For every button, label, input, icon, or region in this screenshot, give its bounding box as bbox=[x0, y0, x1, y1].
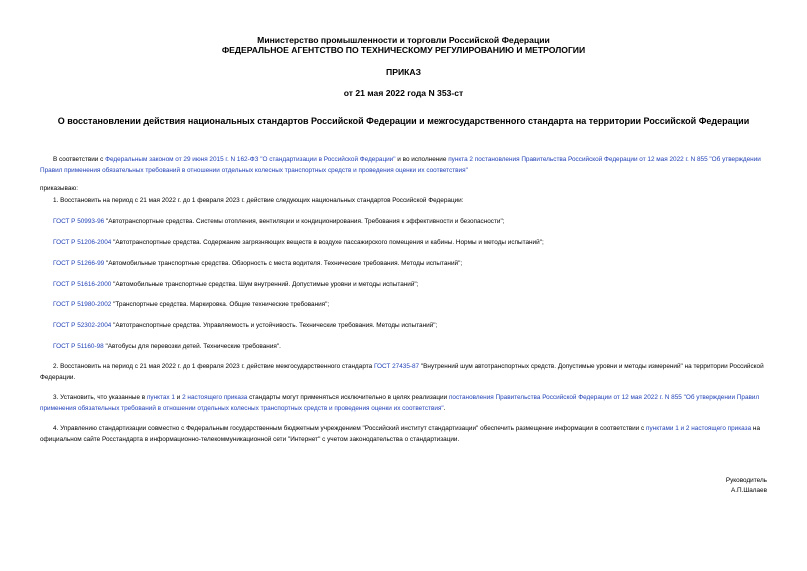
item-3-text: . bbox=[443, 404, 446, 412]
items-1-2-link[interactable]: пунктами 1 и 2 настоящего приказа bbox=[646, 425, 752, 432]
preamble-text: В соответствии с bbox=[53, 156, 106, 163]
standard-item bbox=[40, 238, 770, 249]
item-3-text: стандарты могут применяться исключительно в целях реализации bbox=[247, 394, 449, 401]
standard-title: "Автотранспортные средства. Управляемость и устойчивость. Технические требования. Методы испытаний"; bbox=[111, 322, 438, 329]
standard-title: "Автомобильные транспортные средства. Обзорность с места водителя. Технические требования. Методы испытаний"; bbox=[104, 260, 463, 267]
preamble bbox=[40, 155, 770, 176]
standard-item bbox=[40, 342, 770, 353]
item-3-text: и bbox=[174, 394, 183, 401]
ministry-heading: Министерство промышленности и торговли Российской Федерации bbox=[257, 35, 550, 45]
document-type: ПРИКАЗ bbox=[386, 67, 421, 77]
item-4-text: на официальном сайте Росстандарта в информационно-телекоммуникационной сети "Интернет" с учетом законодательства о стандартизации. bbox=[40, 425, 760, 443]
standard-link[interactable]: ГОСТ Р 50993-96 bbox=[53, 218, 105, 225]
item-2-link[interactable]: 2 настоящего приказа bbox=[182, 394, 248, 401]
standard-title: "Автотранспортные средства. Содержание загрязняющих веществ в воздухе пассажирского помещения и кабины. Нормы и методы испытаний"; bbox=[111, 239, 544, 246]
standard-link[interactable]: ГОСТ Р 51160-98 bbox=[53, 343, 104, 350]
standard-item bbox=[40, 300, 770, 311]
standard-item bbox=[40, 321, 770, 332]
federal-law-link[interactable]: Федеральным законом от 29 июня 2015 г. N 162-ФЗ "О стандартизации в Российской Федерации" bbox=[105, 156, 396, 163]
item-2-text: "Внутренний шум автотранспортных средств. Допустимые уровни и методы измерений" на территории Российской Федерации. bbox=[40, 363, 764, 381]
document-subject: О восстановлении действия национальных стандартов Российской Федерации и межгосударственного стандарта на территории Российской Федерации bbox=[57, 116, 750, 126]
preamble-text: и во исполнение bbox=[395, 156, 449, 163]
government-decree-link[interactable]: постановления Правительства Российской Федерации от 12 мая 2022 г. N 855 "Об утверждении Правил применения обязательных требований в отношении отдельных колесных транспортных средств и проведения оценки их соответствия" bbox=[40, 394, 760, 412]
standard-title: "Автотранспортные средства. Системы отопления, вентиляции и кондиционирования. Требования к эффективности и безопасности"; bbox=[104, 218, 505, 225]
standard-item bbox=[40, 259, 770, 270]
standard-link[interactable]: ГОСТ Р 51616-2000 bbox=[53, 281, 112, 288]
standard-link[interactable]: ГОСТ Р 51206-2004 bbox=[53, 239, 112, 246]
item-1-link[interactable]: пунктах 1 bbox=[146, 394, 175, 401]
item-3 bbox=[40, 393, 770, 414]
government-decree-link[interactable]: пункта 2 постановления Правительства Российской Федерации от 12 мая 2022 г. N 855 "Об утверждении Правил применения обязательных требований в отношении отдельных колесных транспортных средств и проведения оценки их соответствия" bbox=[40, 156, 761, 174]
standard-link[interactable]: ГОСТ Р 51266-99 bbox=[53, 260, 105, 267]
standard-title: "Транспортные средства. Маркировка. Общие технические требования"; bbox=[111, 301, 330, 308]
item-4-text: 4. Управлению стандартизации совместно с Федеральным государственным бюджетным учреждением "Российский институт стандартизации" обеспечить размещение информации в соответствии с bbox=[53, 425, 647, 432]
signature-name: А.П.Шалаев bbox=[730, 487, 767, 494]
standard-item bbox=[40, 280, 770, 291]
item-3-text: 3. Установить, что указанные в bbox=[53, 394, 147, 401]
gost-27435-link[interactable]: ГОСТ 27435-87 bbox=[373, 363, 420, 370]
standard-link[interactable]: ГОСТ Р 51980-2002 bbox=[53, 301, 112, 308]
prikazyvayu: приказываю: bbox=[40, 185, 78, 192]
standard-title: "Автобусы для перевозки детей. Технические требования". bbox=[103, 343, 281, 350]
item-2-text: 2. Восстановить на период с 21 мая 2022 г. до 1 февраля 2023 г. действие межгосударственного стандарта bbox=[53, 363, 374, 370]
item-1: 1. Восстановить на период с 21 мая 2022 г. до 1 февраля 2023 г. действие следующих национальных стандартов Российской Федерации: bbox=[53, 197, 464, 204]
agency-heading: ФЕДЕРАЛЬНОЕ АГЕНТСТВО ПО ТЕХНИЧЕСКОМУ РЕГУЛИРОВАНИЮ И МЕТРОЛОГИИ bbox=[221, 45, 586, 55]
standard-link[interactable]: ГОСТ Р 52302-2004 bbox=[53, 322, 112, 329]
standard-item bbox=[40, 217, 770, 228]
item-2 bbox=[40, 362, 770, 383]
signature-role: Руководитель bbox=[725, 477, 767, 484]
document-date: от 21 мая 2022 года N 353-ст bbox=[343, 88, 464, 98]
standard-title: "Автомобильные транспортные средства. Шум внутренний. Допустимые уровни и методы испытаний"; bbox=[111, 281, 419, 288]
item-4 bbox=[40, 424, 770, 445]
